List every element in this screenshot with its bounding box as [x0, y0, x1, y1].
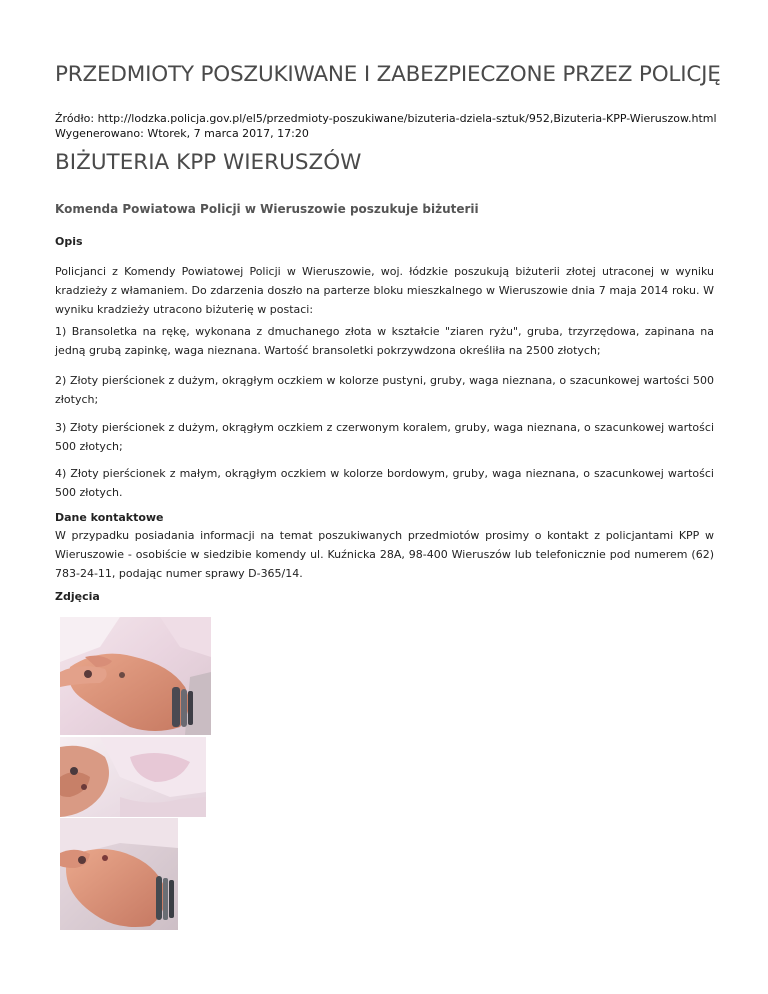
contact-text: W przypadku posiadania informacji na temat poszukiwanych przedmiotów prosimy o kontakt z policjantami KPP w Wieruszowie - osobiście w siedzibie komendy ul. Kuźnicka 28A, 98-400 Wieruszów lub telefonicznie pod numerem (62) 783-24-11, podając numer sprawy D-365/14.	[55, 529, 714, 580]
document-meta	[55, 111, 717, 141]
jewelry-photo-2[interactable]	[60, 737, 206, 817]
description-intro: Policjanci z Komendy Powiatowej Policji w Wieruszowie, woj. łódzkie poszukują biżuterii złotej utraconej w wyniku kradzieży z włamaniem. Do zdarzenia doszło na parterze bloku mieszkalnego w Wieruszowie dnia 7 maja 2014 roku. W wyniku kradzieży utracono biżuterię w postaci:	[55, 265, 714, 316]
item-bracelet: 1) Bransoletka na rękę, wykonana z dmuchanego złota w kształcie "ziaren ryżu", gruba, trzyrzędowa, zapinana na jedną grubą zapinkę, waga nieznana. Wartość bransoletki pokrzywdzona określiła na 2500 złotych;	[55, 325, 714, 357]
source-line: Źródło: http://lodzka.policja.gov.pl/el5/przedmioty-poszukiwane/bizuteria-dziela-sztuk/952,Bizuteria-KPP-Wieruszow.html	[55, 112, 717, 125]
item-ring-bordeaux: 4) Złoty pierścionek z małym, okrągłym oczkiem w kolorze bordowym, gruby, waga nieznana, o szacunkowej wartości 500 złotych.	[55, 467, 714, 499]
item-ring-coral: 3) Złoty pierścionek z dużym, okrągłym oczkiem z czerwonym koralem, gruby, waga nieznana, o szacunkowej wartości 500 złotych;	[55, 421, 714, 453]
generated-line: Wygenerowano: Wtorek, 7 marca 2017, 17:20	[55, 127, 309, 140]
page-title: PRZEDMIOTY POSZUKIWANE I ZABEZPIECZONE PRZEZ POLICJĘ	[55, 62, 721, 87]
article-title: BIŻUTERIA KPP WIERUSZÓW	[55, 150, 362, 175]
description-heading: Opis	[55, 235, 83, 248]
article-lead: Komenda Powiatowa Policji w Wieruszowie poszukuje biżuterii	[55, 202, 479, 216]
jewelry-photo-1[interactable]	[60, 617, 211, 735]
item-ring-desert: 2) Złoty pierścionek z dużym, okrągłym oczkiem w kolorze pustyni, gruby, waga nieznana, o szacunkowej wartości 500 złotych;	[55, 374, 714, 406]
jewelry-photo-3[interactable]	[60, 818, 178, 930]
contact-heading: Dane kontaktowe	[55, 511, 164, 524]
photos-heading: Zdjęcia	[55, 590, 100, 603]
